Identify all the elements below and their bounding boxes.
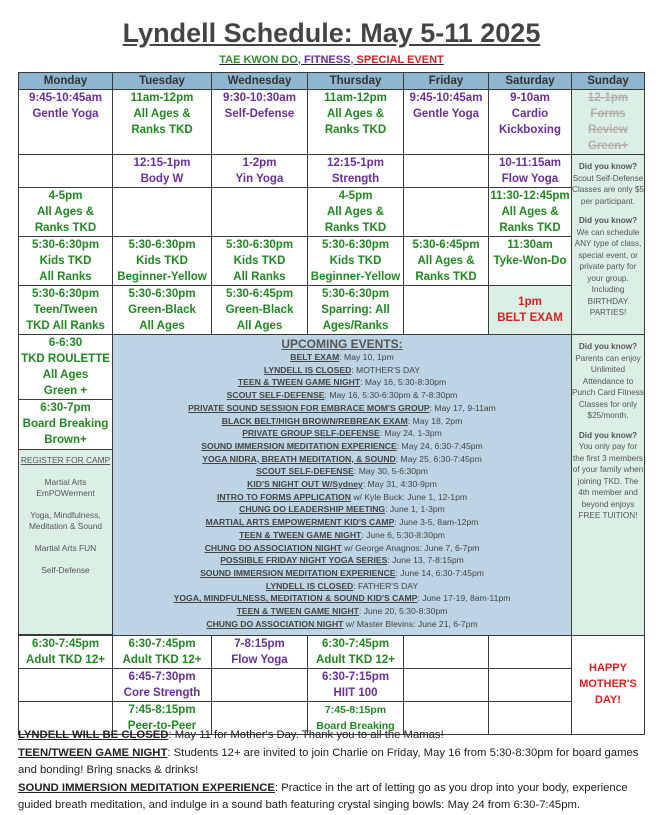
class-cell: 7-8:15pm Flow Yoga xyxy=(212,636,308,669)
class-cell: 7:45-8:15pm Board Breaking xyxy=(308,702,404,735)
day-header-thursday: Thursday xyxy=(308,73,404,90)
announcement: TEEN/TWEEN GAME NIGHT: Students 12+ are invited to join Charlie on Friday, May 16 from 5:30-8:30pm for board games and bonding! Bring snacks & drinks! xyxy=(18,746,639,776)
event-item: BLACK BELT/HIGH BROWN/REBREAK EXAM: May 18, 2pm xyxy=(221,415,463,426)
event-item: INTRO TO FORMS APPLICATION w/ Kyle Buck: June 1, 12-1pm xyxy=(216,491,468,502)
upcoming-events-title: UPCOMING EVENTS: xyxy=(281,337,403,351)
event-item: LYNDELL IS CLOSED: FATHER'S DAY xyxy=(265,580,419,591)
legend-fitness: FITNESS xyxy=(303,54,351,66)
empty-cell xyxy=(404,669,489,702)
register-for-camp-link[interactable]: REGISTER FOR CAMP xyxy=(20,455,111,465)
empty-cell xyxy=(212,188,308,237)
class-cell: 5:30-6:30pm Sparring: All Ages/Ranks xyxy=(308,286,404,335)
event-item: SOUND IMMERSION MEDITATION EXPERIENCE: May 24, 6:30-7:45pm xyxy=(201,440,483,451)
class-cell: 5:30-6:30pm Kids TKD All Ranks xyxy=(212,237,308,286)
legend-special-event: SPECIAL EVENT xyxy=(356,54,444,66)
events-list xyxy=(113,351,571,630)
event-item: MARTIAL ARTS EMPOWERMENT KID'S CAMP: June 3-5, 8am-12pm xyxy=(205,517,479,528)
class-cell: 9:45-10:45am Gentle Yoga xyxy=(19,90,113,155)
day-header-monday: Monday xyxy=(19,73,113,90)
event-item: YOGA NIDRA, BREATH MEDITATION, & SOUND: May 25, 6:30-7:45pm xyxy=(202,453,482,464)
belt-exam-cell: 1pm BELT EXAM xyxy=(489,286,572,335)
empty-cell xyxy=(489,669,572,702)
class-cell: 6:45-7:30pm Core Strength xyxy=(113,669,212,702)
day-header-tuesday: Tuesday xyxy=(113,73,212,90)
camp-cell: REGISTER FOR CAMP Martial Arts EmPOWerment Yoga, Mindfulness, Meditation & Sound Martial Arts FUN Self-Defense xyxy=(19,450,113,635)
event-item: CHUNG DO ASSOCIATION NIGHT w/ George Anagnos: June 7, 6-7pm xyxy=(204,542,480,553)
empty-cell xyxy=(113,188,212,237)
empty-cell xyxy=(404,286,489,335)
empty-cell xyxy=(19,155,113,188)
event-item: TEEN & TWEEN GAME NIGHT: June 6, 5:30-8:30pm xyxy=(239,529,445,540)
class-cell: 9:45-10:45am Gentle Yoga xyxy=(404,90,489,155)
class-cell: 5:30-6:30pm Green-Black All Ages xyxy=(113,286,212,335)
class-cell: 4-5pm All Ages & Ranks TKD xyxy=(19,188,113,237)
event-item: CHUNG DO ASSOCIATION NIGHT w/ Master Blevins: June 21, 6-7pm xyxy=(206,618,478,629)
sunday-info-cell-2: Did you know? Parents can enjoy Unlimited Attendance to Punch Card Fitness Classes for only $25/month. Did you know? You only pay for the first 3 members of your family when joining TKD. The 4th member and beyond enjoys FREE TUITION! xyxy=(572,335,645,636)
table-row xyxy=(19,188,645,237)
class-cell: 11:30-12:45pm All Ages & Ranks TKD xyxy=(489,188,572,237)
table-row xyxy=(19,237,645,286)
mothers-day-cell: HAPPY MOTHER'S DAY! xyxy=(572,636,645,735)
table-row xyxy=(19,335,645,400)
class-cell: 5:30-6:30pm Teen/Tween TKD All Ranks xyxy=(19,286,113,335)
header-row xyxy=(19,73,645,90)
event-item: PRIVATE GROUP SELF-DEFENSE: May 24, 1-3pm xyxy=(242,428,442,439)
upcoming-events-panel xyxy=(113,335,572,636)
table-row xyxy=(19,636,645,669)
empty-cell xyxy=(489,636,572,669)
event-item: PRIVATE SOUND SESSION FOR EMBRACE MOM'S GROUP: May 17, 9-11am xyxy=(188,402,496,413)
class-cell: 1-2pm Yin Yoga xyxy=(212,155,308,188)
day-header-friday: Friday xyxy=(404,73,489,90)
announcement: LYNDELL WILL BE CLOSED: May 11 for Mother's Day. Thank you to all the Mamas! xyxy=(18,729,444,741)
empty-cell xyxy=(212,669,308,702)
empty-cell xyxy=(404,636,489,669)
class-cell: 11:30am Tyke-Won-Do xyxy=(489,237,572,286)
table-row xyxy=(19,90,645,155)
event-item: POSSIBLE FRIDAY NIGHT YOGA SERIES: June 13, 7-8:15pm xyxy=(220,555,464,566)
event-item: TEEN & TWEEN GAME NIGHT: June 20, 5:30-8:30pm xyxy=(236,606,448,617)
page-title: Lyndell Schedule: May 5-11 2025 xyxy=(122,18,541,48)
event-item: KID'S NIGHT OUT W/Sydney: May 31, 4:30-9pm xyxy=(247,479,437,490)
class-cell: 12:15-1pm Strength xyxy=(308,155,404,188)
class-cell: 5:30-6:45pm Green-Black All Ages xyxy=(212,286,308,335)
event-item: YOGA, MINDFULNESS, MEDITATION & SOUND KID'S CAMP: June 17-19, 8am-11pm xyxy=(173,593,511,604)
cancelled-class-cell: 12-1pm Forms Review Green+ xyxy=(572,90,645,155)
class-cell: 4-5pm All Ages & Ranks TKD xyxy=(308,188,404,237)
legend-tkd: TAE KWON DO xyxy=(219,54,298,66)
day-header-sunday: Sunday xyxy=(572,73,645,90)
event-item: SOUND IMMERSION MEDITATION EXPERIENCE: June 14, 6:30-7:45pm xyxy=(200,567,484,578)
event-item: BELT EXAM: May 10, 1pm xyxy=(290,352,394,362)
class-cell: 5:30-6:30pm Kids TKD Beginner-Yellow xyxy=(113,237,212,286)
class-cell: 5:30-6:45pm All Ages & Ranks TKD xyxy=(404,237,489,286)
class-cell: 12:15-1pm Body W xyxy=(113,155,212,188)
day-header-saturday: Saturday xyxy=(489,73,572,90)
empty-cell xyxy=(19,669,113,702)
class-cell: 5:30-6:30pm Kids TKD Beginner-Yellow xyxy=(308,237,404,286)
class-cell: 6:30-7:15pm HIIT 100 xyxy=(308,669,404,702)
table-row xyxy=(19,286,645,335)
class-cell: 6:30-7:45pm Adult TKD 12+ xyxy=(19,636,113,669)
class-cell: 11am-12pm All Ages & Ranks TKD xyxy=(113,90,212,155)
empty-cell xyxy=(404,155,489,188)
event-item: SCOUT SELF-DEFENSE: May 16, 5:30-6:30pm & 7-8:30pm xyxy=(226,390,458,401)
event-item: LYNDELL IS CLOSED: MOTHER'S DAY xyxy=(263,364,421,375)
class-cell: 9-10am Cardio Kickboxing xyxy=(489,90,572,155)
event-item: SCOUT SELF-DEFENSE: May 30, 5-6:30pm xyxy=(256,466,428,477)
class-cell: 6-6:30 TKD ROULETTE All Ages Green + xyxy=(19,335,113,400)
class-cell: 5:30-6:30pm Kids TKD All Ranks xyxy=(19,237,113,286)
class-cell: 6:30-7pm Board Breaking Brown+ xyxy=(19,400,113,450)
empty-cell xyxy=(404,188,489,237)
schedule-table xyxy=(18,72,645,735)
event-item: CHUNG DO LEADERSHIP MEETING: June 1, 1-3pm xyxy=(239,504,445,515)
event-item: TEEN & TWEEN GAME NIGHT: May 16, 5:30-8:30pm xyxy=(237,377,447,388)
table-row xyxy=(19,669,645,702)
class-cell: 6:30-7:45pm Adult TKD 12+ xyxy=(308,636,404,669)
day-header-wednesday: Wednesday xyxy=(212,73,308,90)
class-cell: 10-11:15am Flow Yoga xyxy=(489,155,572,188)
class-cell: 11am-12pm All Ages & Ranks TKD xyxy=(308,90,404,155)
legend-subtitle: TAE KWON DO, FITNESS, SPECIAL EVENT xyxy=(219,54,444,66)
class-cell: 7:45-8:15pm Peer-to-Peer xyxy=(113,702,212,735)
table-row xyxy=(19,155,645,188)
sunday-info-cell: Did you know? Scout Self-Defense Classes are only $5 per participant. Did you know? We can schedule ANY type of class, special event, or private party for your group. Including BIRTHDAY PARTIES! xyxy=(572,155,645,335)
class-cell: 6:30-7:45pm Adult TKD 12+ xyxy=(113,636,212,669)
class-cell: 9:30-10:30am Self-Defense xyxy=(212,90,308,155)
announcement: SOUND IMMERSION MEDITATION EXPERIENCE: Practice in the art of letting go as you drop into your body, experience guided breath meditation, and indulge in a sound bath featuring crystal singing bowls: May 24 from 6:30-7:45pm. xyxy=(18,781,628,811)
announcements xyxy=(18,727,644,815)
